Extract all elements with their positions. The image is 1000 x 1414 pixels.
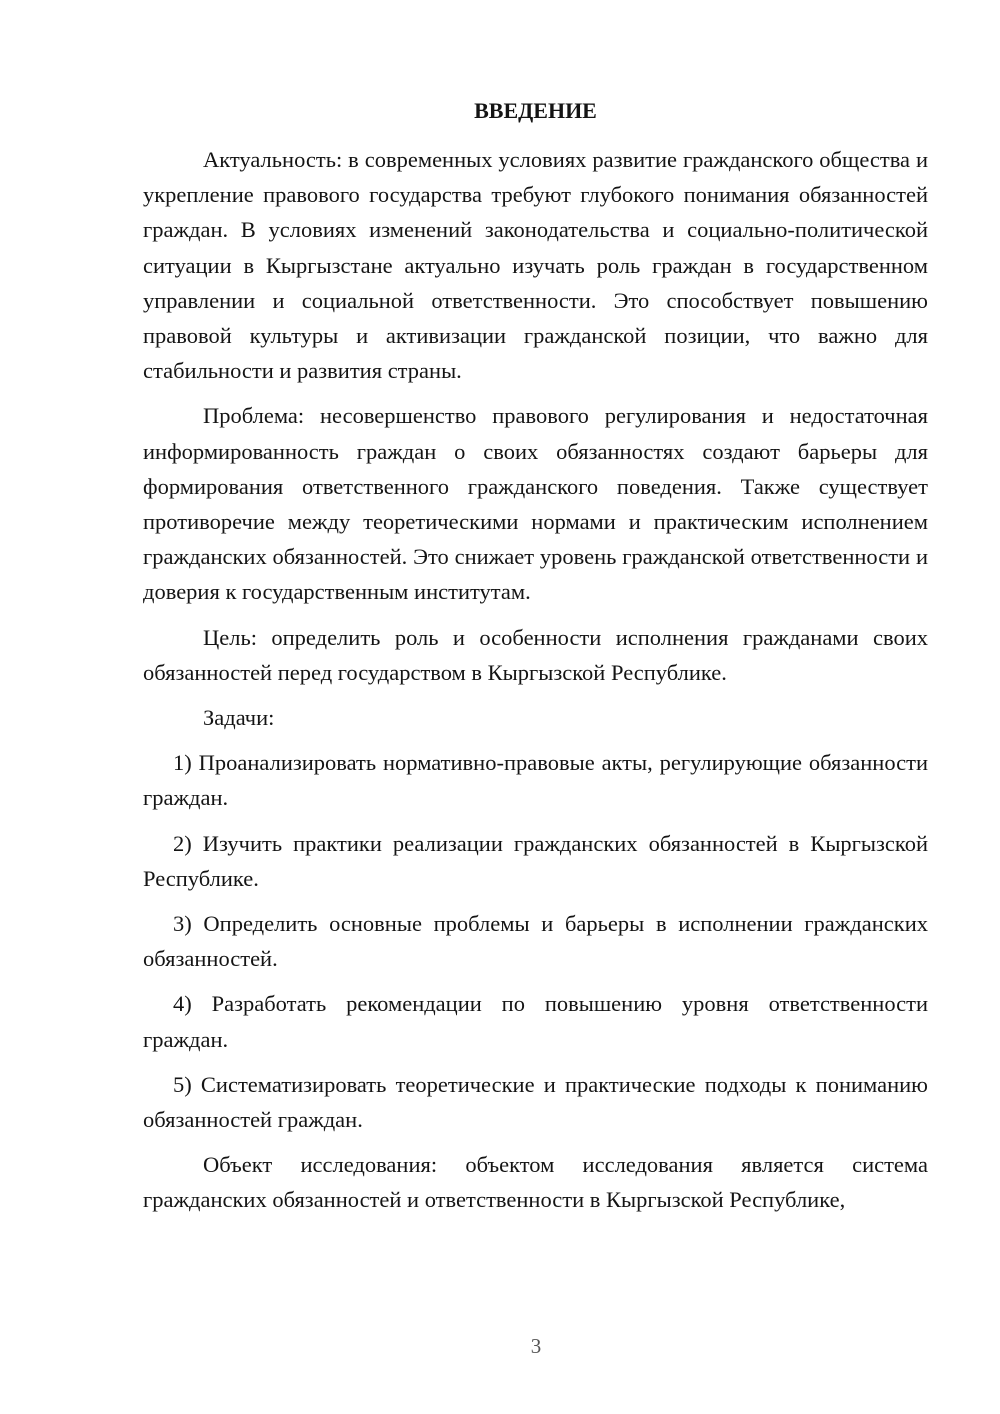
paragraph-relevance: Актуальность: в современных условиях развитие гражданского общества и укрепление правового государства требуют глубокого понимания обязанностей граждан. В условиях изменений законодательства и социально-политической ситуации в Кыргызстане актуально изучать роль граждан в государственном управлении и социальной ответственности. Это способствует повышению правовой культуры и активизации гражданской позиции, что важно для стабильности и развития страны. <box>143 147 928 384</box>
task-item-1: 1) Проанализировать нормативно-правовые акты, регулирующие обязанности граждан. <box>143 750 928 811</box>
task-item-4: 4) Разработать рекомендации по повышению уровня ответственности граждан. <box>143 991 928 1052</box>
tasks-label: Задачи: <box>203 705 275 731</box>
paragraph-problem: Проблема: несовершенство правового регулирования и недостаточная информированность граждан о своих обязанностях создают барьеры для формирования ответственного гражданского поведения. Также существует противоречие между теоретическими нормами и практическим исполнением гражданских обязанностей. Это снижает уровень гражданской ответственности и доверия к государственным институтам. <box>143 403 928 605</box>
task-item-3: 3) Определить основные проблемы и барьеры в исполнении гражданских обязанностей. <box>143 911 928 972</box>
page-number: 3 <box>530 1334 542 1358</box>
paragraph-object: Объект исследования: объектом исследования является система гражданских обязанностей и ответственности в Кыргызской Республике, <box>143 1152 928 1213</box>
document-body <box>143 142 928 1228</box>
task-item-2: 2) Изучить практики реализации гражданских обязанностей в Кыргызской Республике. <box>143 830 928 891</box>
page-title: ВВЕДЕНИЕ <box>474 98 597 123</box>
task-item-5: 5) Систематизировать теоретические и практические подходы к пониманию обязанностей граждан. <box>143 1071 928 1133</box>
paragraph-goal: Цель: определить роль и особенности исполнения гражданами своих обязанностей перед государством в Кыргызской Республике. <box>143 624 928 685</box>
